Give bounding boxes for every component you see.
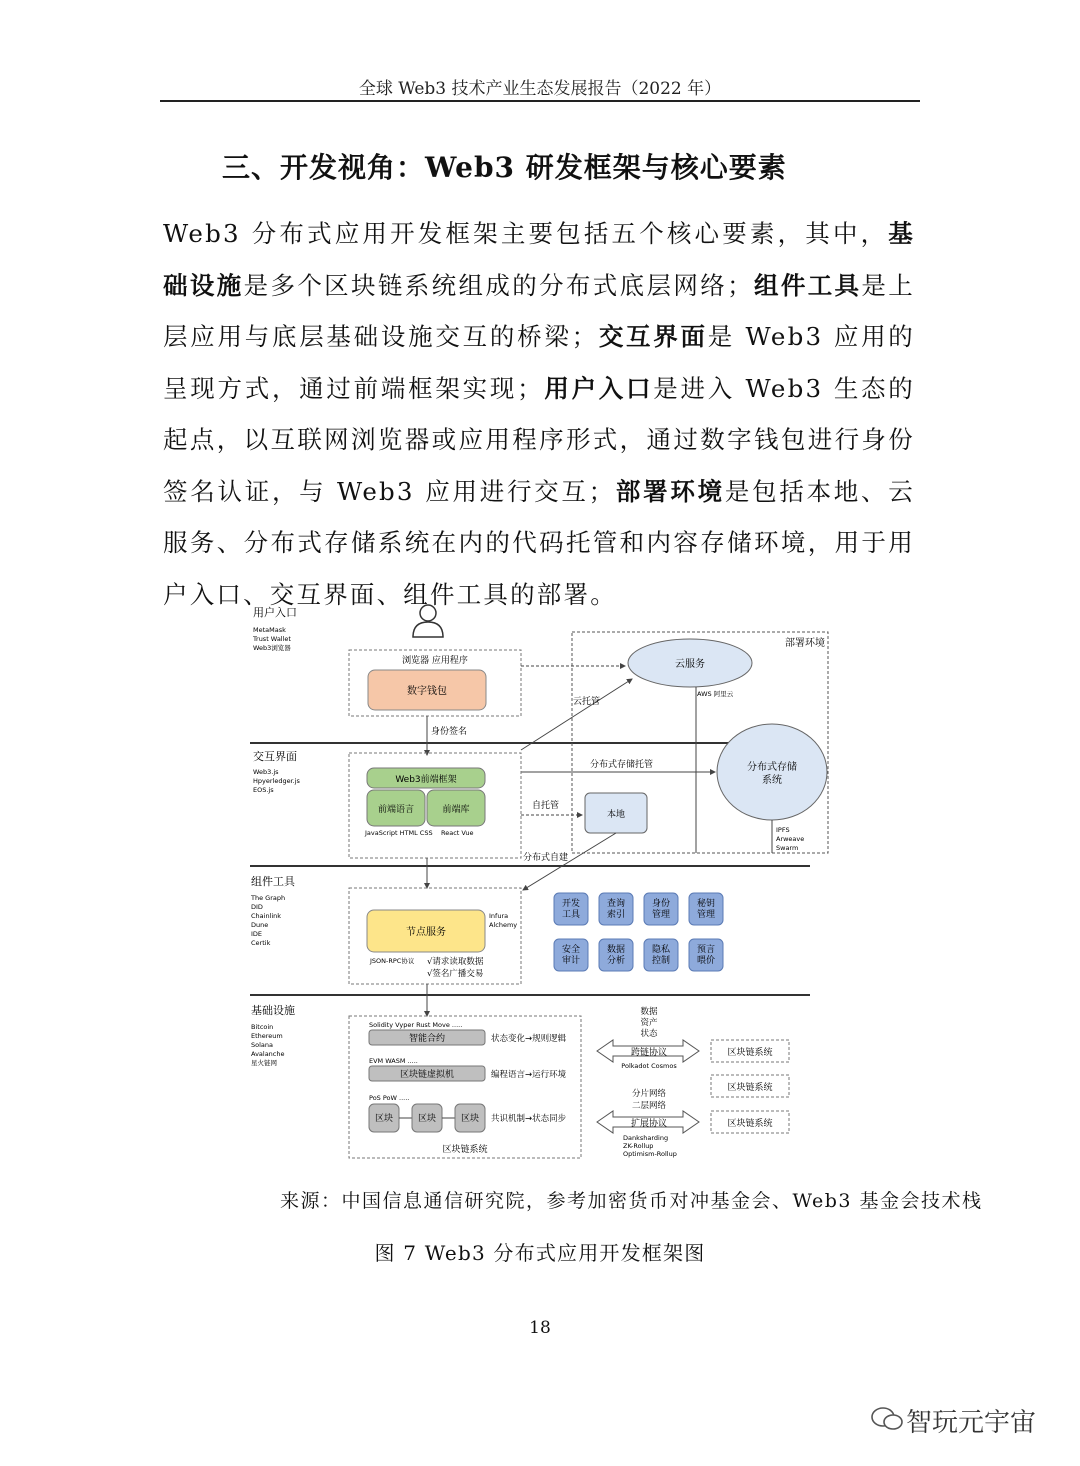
block-label: 区块	[460, 1114, 480, 1124]
block-label: 区块	[417, 1114, 437, 1124]
lang-items: JavaScript HTML CSS	[365, 829, 433, 837]
tool-button	[644, 939, 678, 971]
chain-system-box-label: 区块链系统	[727, 1119, 773, 1129]
tool-button-label: 查询	[606, 899, 626, 909]
cloud-vendors: AWS 阿里云	[697, 690, 734, 698]
frontend-lib-label: 前端库	[442, 805, 470, 815]
consensus-langs: PoS PoW .....	[369, 1094, 410, 1102]
paragraph-text: 是多个区块链系统组成的分布式底层网络；	[243, 270, 754, 300]
figure-source: 来源：中国信息通信研究院，参考加密货币对冲基金会、Web3 基金会技术栈	[280, 1190, 983, 1212]
tool-button	[554, 939, 588, 971]
tools-item: DID	[251, 903, 263, 911]
paragraph-text: 是包括本地、云服务、分布式存储系统在内的代码托管和内容存储环境，用于用户入口、交互界面、组件工具的部署。	[163, 476, 915, 609]
tool-button-label: 管理	[651, 910, 671, 920]
dist-storage-label-1: 分布式存储	[747, 762, 797, 773]
running-head: 全球 Web3 技术产业生态发展报告（2022 年）	[358, 79, 722, 99]
paragraph-text: Web3 分布式应用开发框架主要包括五个核心要素，其中，	[163, 219, 889, 248]
interface-item: Hpyerledger.js	[253, 777, 300, 785]
layer2-label: 二层网络	[631, 1101, 667, 1111]
bold-term: 基础设施	[163, 219, 915, 300]
interface-item: EOS.js	[253, 786, 274, 794]
vm-label: 区块链虚拟机	[399, 1070, 455, 1080]
paragraph-text: 是上层应用与底层基础设施交互的桥梁；	[163, 270, 915, 351]
node-note: √请求读取数据	[427, 957, 484, 967]
tool-button-label: 预言	[696, 945, 716, 955]
storage-item: Arweave	[776, 835, 805, 843]
tool-button-label: 控制	[651, 956, 671, 966]
jsonrpc-label: JSON-RPC协议	[370, 957, 415, 965]
user-item: Trust Wallet	[253, 635, 291, 643]
tool-button	[689, 893, 723, 925]
tool-button-label: 隐私	[651, 945, 671, 955]
tool-button	[599, 893, 633, 925]
tool-button-label: 秘钥	[696, 899, 716, 909]
tool-button-label: 分析	[606, 956, 626, 966]
tool-button-label: 索引	[606, 910, 626, 920]
tool-button	[689, 939, 723, 971]
bold-term: 部署环境	[615, 476, 725, 506]
tools-item: Dune	[251, 921, 269, 929]
wallet-label: 数字钱包	[407, 686, 447, 697]
block-label: 区块	[374, 1114, 394, 1124]
tool-button-label: 开发	[561, 899, 581, 909]
chain-system-box-label: 区块链系统	[727, 1083, 773, 1093]
bold-term: 用户入口	[543, 373, 654, 403]
node-vendor: Alchemy	[489, 921, 518, 929]
tools-item: Certik	[251, 939, 271, 947]
consensus-note: 共识机制→状态同步	[491, 1114, 567, 1124]
tool-button-label: 审计	[561, 956, 581, 966]
tool-button	[644, 893, 678, 925]
lib-items: React Vue	[441, 829, 474, 837]
header-rule	[160, 100, 920, 102]
browser-box-label: 浏览器 应用程序	[402, 656, 468, 666]
cross-chain-label: 跨链协议	[630, 1048, 668, 1058]
scaling-item: Danksharding	[623, 1134, 669, 1142]
tool-button	[554, 893, 588, 925]
data-asset-state: 资产	[640, 1018, 658, 1028]
tools-item: The Graph	[251, 894, 286, 902]
vm-note: 编程语言→运行环境	[491, 1070, 567, 1080]
shard-label: 分片网络	[631, 1089, 667, 1099]
node-note: √签名广播交易	[427, 969, 484, 979]
wechat-icon	[870, 1406, 904, 1432]
storage-item: IPFS	[776, 826, 790, 834]
page-number: 18	[529, 1318, 551, 1338]
bold-term: 组件工具	[753, 270, 862, 300]
layer-title-interface: 交互界面	[253, 750, 297, 763]
section-title: 三、开发视角：Web3 研发框架与核心要素	[222, 151, 787, 184]
scaling-item: ZK-Rollup	[623, 1142, 654, 1150]
cloud-service-label: 云服务	[675, 659, 705, 670]
layer-title-tools: 组件工具	[251, 875, 295, 888]
watermark-text: 智玩元宇宙	[906, 1408, 1037, 1438]
self-built-label: 分布式自建	[523, 853, 569, 863]
contract-note: 状态变化→规则逻辑	[491, 1034, 567, 1044]
infra-item: Solana	[251, 1041, 273, 1049]
dist-storage-label-2: 系统	[762, 775, 782, 786]
interface-item: Web3.js	[253, 768, 279, 776]
storage-item: Swarm	[776, 844, 799, 852]
tool-button-label: 喂价	[696, 956, 716, 966]
node-vendor: Infura	[489, 912, 509, 920]
tools-item: Chainlink	[251, 912, 282, 920]
framework-diagram	[245, 590, 845, 1165]
vm-langs: EVM WASM .....	[369, 1057, 418, 1065]
bold-term: 交互界面	[598, 322, 708, 351]
chain-system-label: 区块链系统	[442, 1145, 488, 1155]
tool-button-grid	[554, 893, 723, 971]
cross-chain-items: Polkadot Cosmos	[621, 1062, 677, 1070]
paragraph-text: 是 Web3 应用的呈现方式，通过前端框架实现；	[163, 322, 916, 403]
cloud-hosting-label: 云托管	[573, 697, 601, 707]
scaling-label: 扩展协议	[630, 1119, 668, 1129]
infra-item: 星火链网	[251, 1059, 277, 1067]
chain-system-box-label: 区块链系统	[727, 1048, 773, 1058]
smart-contract-label: 智能合约	[408, 1034, 446, 1044]
tool-button-label: 工具	[561, 910, 581, 920]
user-item: Web3浏览器	[253, 644, 291, 652]
scaling-item: Optimism-Rollup	[623, 1150, 677, 1158]
user-icon	[413, 605, 443, 637]
frontend-lang-label: 前端语言	[377, 805, 415, 815]
contract-langs: Solidity Vyper Rust Move .....	[369, 1021, 463, 1029]
local-label: 本地	[606, 810, 626, 820]
infra-item: Ethereum	[251, 1032, 283, 1040]
paragraph-text: 是进入 Web3 生态的起点，以互联网浏览器或应用程序形式，通过数字钱包进行身份签名认证，与 Web3 应用进行交互；	[163, 373, 915, 506]
infra-item: Bitcoin	[251, 1023, 274, 1031]
layer-title-infra: 基础设施	[251, 1004, 295, 1017]
frontend-framework-label: Web3前端框架	[395, 775, 457, 785]
figure-caption: 图 7 Web3 分布式应用开发框架图	[374, 1241, 706, 1265]
body-paragraph	[163, 208, 915, 620]
self-hosting-label: 自托管	[532, 801, 560, 811]
infra-item: Avalanche	[251, 1050, 285, 1058]
dist-hosting-label: 分布式存储托管	[590, 760, 654, 770]
tool-button-label: 安全	[561, 945, 581, 955]
data-asset-state: 状态	[640, 1029, 658, 1039]
user-item: MetaMask	[253, 626, 286, 634]
tool-button-label: 身份	[651, 899, 671, 909]
node-service-label: 节点服务	[406, 927, 446, 938]
data-asset-state: 数据	[640, 1007, 658, 1017]
identity-sign-label: 身份签名	[431, 727, 468, 737]
tools-item: IDE	[251, 930, 263, 938]
tool-button-label: 数据	[606, 945, 626, 955]
tool-button	[599, 939, 633, 971]
tool-button-label: 管理	[696, 910, 716, 920]
deploy-env-label: 部署环境	[785, 638, 825, 649]
layer-title-user: 用户入口	[253, 606, 297, 619]
